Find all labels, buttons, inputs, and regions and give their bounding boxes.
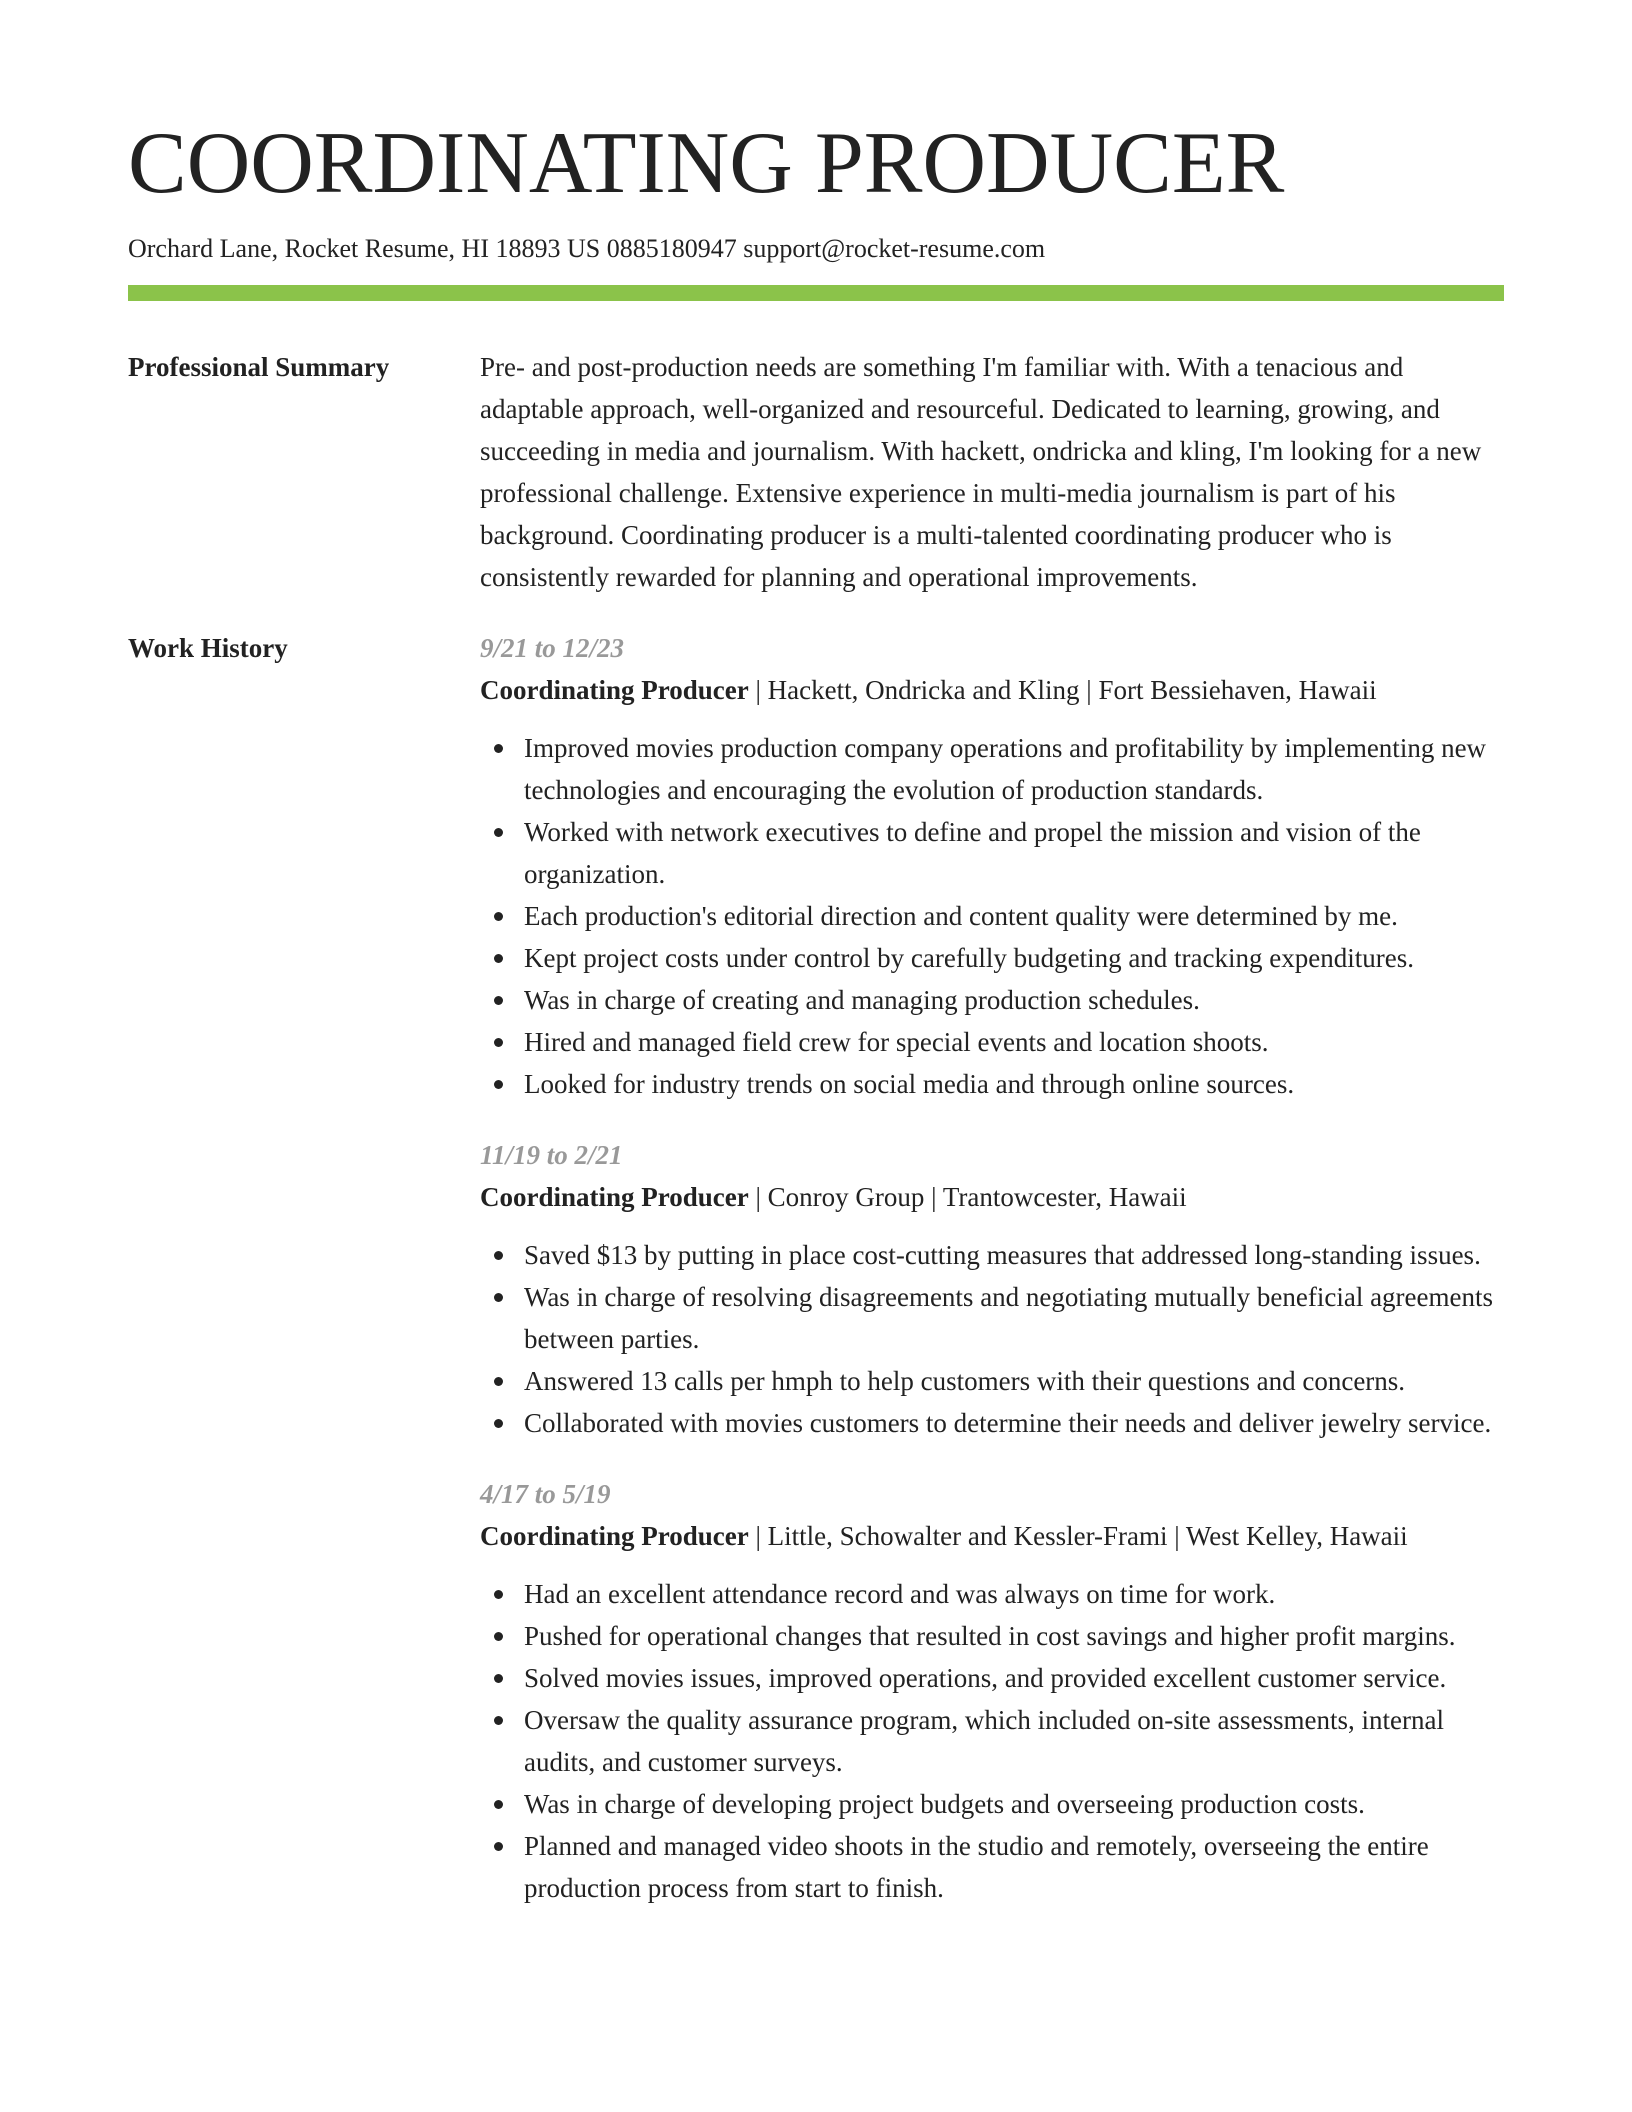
job-heading [480,1176,1504,1218]
list-item: Answered 13 calls per hmph to help customers with their questions and concerns. [524,1360,1504,1402]
list-item: Was in charge of creating and managing production schedules. [524,979,1504,1021]
job-bullets [480,1234,1504,1444]
list-item: Each production's editorial direction and content quality were determined by me. [524,895,1504,937]
list-item: Improved movies production company operations and profitability by implementing new technologies and encouraging the evolution of production standards. [524,727,1504,811]
job-heading [480,669,1504,711]
job-details: | Conroy Group | Trantowcester, Hawaii [748,1182,1187,1212]
job-details: | Little, Schowalter and Kessler-Frami | West Kelley, Hawaii [748,1521,1408,1551]
list-item: Solved movies issues, improved operations, and provided excellent customer service. [524,1657,1504,1699]
header-divider [128,285,1504,301]
list-item: Planned and managed video shoots in the studio and remotely, overseeing the entire production process from start to finish. [524,1825,1504,1909]
job-bullets [480,1573,1504,1909]
job-dates: 9/21 to 12/23 [480,633,625,663]
job-entry [480,1473,1504,1909]
list-item: Collaborated with movies customers to determine their needs and deliver jewelry service. [524,1402,1504,1444]
list-item: Was in charge of developing project budgets and overseeing production costs. [524,1783,1504,1825]
list-item: Looked for industry trends on social media and through online sources. [524,1063,1504,1105]
job-title: Coordinating Producer [480,1521,749,1551]
work-history-heading: Work History [128,633,288,663]
list-item: Was in charge of resolving disagreements and negotiating mutually beneficial agreements between parties. [524,1276,1504,1360]
job-details: | Hackett, Ondricka and Kling | Fort Bessiehaven, Hawaii [748,675,1377,705]
list-item: Kept project costs under control by carefully budgeting and tracking expenditures. [524,937,1504,979]
work-history-section [480,627,1504,1938]
job-entry [480,1134,1504,1444]
job-heading [480,1515,1504,1557]
job-bullets [480,727,1504,1105]
list-item: Saved $13 by putting in place cost-cutting measures that addressed long-standing issues. [524,1234,1504,1276]
job-dates: 4/17 to 5/19 [480,1479,611,1509]
page-title: COORDINATING PRODUCER [128,115,1285,212]
summary-text: Pre- and post-production needs are something I'm familiar with. With a tenacious and adaptable approach, well-organized and resourceful. Dedicated to learning, growing, and succeeding in media and journalism. With hackett, ondricka and kling, I'm looking for a new professional challenge. Extensive experience in multi-media journalism is part of his background. Coordinating producer is a multi-talented coordinating producer who is consistently rewarded for planning and operational improvements. [480,352,1482,592]
list-item: Pushed for operational changes that resulted in cost savings and higher profit margins. [524,1615,1504,1657]
list-item: Had an excellent attendance record and was always on time for work. [524,1573,1504,1615]
list-item: Oversaw the quality assurance program, which included on-site assessments, internal audits, and customer surveys. [524,1699,1504,1783]
job-dates: 11/19 to 2/21 [480,1140,623,1170]
job-entry [480,627,1504,1105]
job-title: Coordinating Producer [480,1182,749,1212]
summary-heading: Professional Summary [128,352,390,382]
list-item: Hired and managed field crew for special events and location shoots. [524,1021,1504,1063]
list-item: Worked with network executives to define and propel the mission and vision of the organization. [524,811,1504,895]
summary-section [480,346,1504,598]
contact-info: Orchard Lane, Rocket Resume, HI 18893 US 0885180947 support@rocket-resume.com [128,234,1046,263]
job-title: Coordinating Producer [480,675,749,705]
